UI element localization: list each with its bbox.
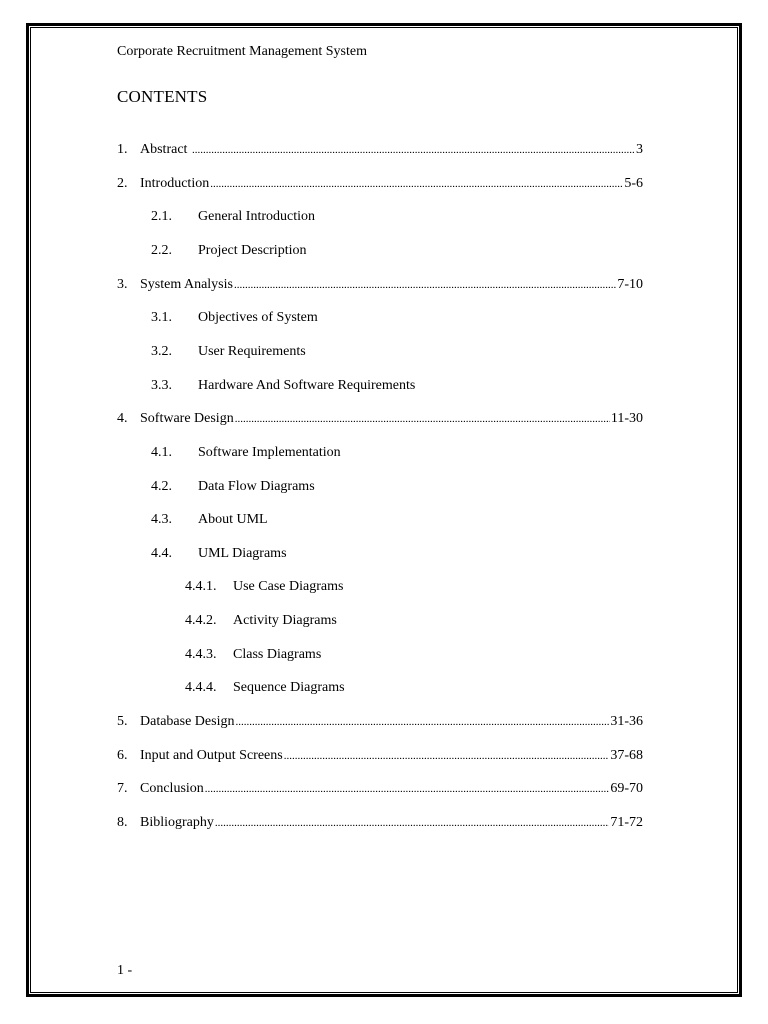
- toc-entry: [117, 747, 643, 765]
- toc-entry-title: Abstract: [140, 142, 191, 157]
- toc-entry-number: 4.3.: [151, 512, 172, 528]
- toc-entry-title: Software Implementation: [198, 444, 341, 460]
- toc-entry-number: 3.3.: [151, 377, 172, 393]
- toc-entry: [117, 141, 643, 159]
- toc-dot-leader: [192, 141, 635, 159]
- toc-entry-title: Introduction: [140, 175, 210, 191]
- toc-entry-number: 2.1.: [151, 209, 172, 225]
- toc-entry-title: Database Design: [140, 714, 235, 730]
- toc-entry: [185, 578, 343, 596]
- toc-entry-number: 8.: [117, 815, 128, 830]
- toc-dot-leader: [210, 175, 623, 193]
- toc-entry: [151, 478, 315, 496]
- toc-entry: [117, 175, 643, 193]
- toc-entry-number: 4.1.: [151, 444, 172, 460]
- toc-entry-number: 3.: [117, 276, 128, 292]
- toc-entry-number: 1.: [117, 142, 128, 157]
- toc-entry-number: 4.4.: [151, 545, 172, 561]
- toc-entry-number: 6.: [117, 747, 128, 763]
- toc-entry: [151, 444, 341, 462]
- toc-entry-number: 4.: [117, 411, 128, 427]
- toc-entry: [151, 545, 287, 563]
- toc-entry-number: 4.2.: [151, 478, 172, 494]
- toc-entry-number: 5.: [117, 714, 128, 730]
- toc-entry-title: About UML: [198, 512, 268, 528]
- toc-dot-leader: [235, 713, 609, 731]
- toc-entry-number: 4.4.1.: [185, 579, 217, 595]
- page-border: [26, 23, 742, 997]
- toc-entry: [117, 276, 643, 294]
- toc-entry-title: User Requirements: [198, 343, 306, 359]
- toc-entry: [185, 679, 345, 697]
- toc-entry-number: 3.2.: [151, 343, 172, 359]
- toc-entry-page: 7-10: [617, 276, 643, 292]
- toc-entry-title: Project Description: [198, 242, 307, 258]
- toc-entry-title: General Introduction: [198, 209, 316, 225]
- toc-entry-title: Software Design: [140, 411, 234, 427]
- toc-entry-number: 2.2.: [151, 242, 172, 258]
- toc-entry-page: 31-36: [610, 714, 643, 730]
- toc-entry-page: 69-70: [610, 781, 643, 797]
- toc-dot-leader: [205, 780, 610, 798]
- toc-entry-title: Activity Diagrams: [233, 613, 337, 629]
- toc-entry-page: 37-68: [610, 747, 643, 763]
- toc-entry: [117, 780, 643, 798]
- toc-entry-title: Objectives of System: [198, 310, 318, 326]
- toc-entry-page: 3: [636, 142, 643, 157]
- toc-entry: [185, 646, 321, 664]
- toc-entry: [151, 309, 318, 327]
- toc-entry-title: Data Flow Diagrams: [198, 478, 315, 494]
- toc-entry: [185, 612, 337, 630]
- toc-entry-page: 5-6: [624, 175, 643, 191]
- footer-page-number: 1 -: [117, 963, 133, 978]
- toc-entry-number: 7.: [117, 781, 128, 797]
- toc-dot-leader: [235, 410, 610, 428]
- running-head: Corporate Recruitment Management System: [117, 44, 367, 59]
- toc-entry-number: 4.4.4.: [185, 680, 217, 696]
- toc-entry-title: Conclusion: [140, 781, 204, 797]
- toc-entry-title: Input and Output Screens: [140, 747, 283, 763]
- toc-entry: [151, 343, 306, 361]
- contents-title: CONTENTS: [117, 87, 208, 106]
- toc-entry-page: 71-72: [610, 815, 643, 830]
- toc-entry-title: Class Diagrams: [233, 646, 322, 662]
- toc-entry: [117, 410, 643, 428]
- toc-entry: [117, 814, 643, 832]
- toc-entry: [151, 377, 415, 395]
- toc-entry: [151, 208, 315, 226]
- toc-entry-title: Bibliography: [140, 815, 214, 830]
- toc-entry: [117, 713, 643, 731]
- toc-entry: [151, 511, 268, 529]
- toc-entry: [151, 242, 306, 260]
- toc-entry-title: Hardware And Software Requirements: [198, 377, 416, 393]
- toc-dot-leader: [234, 276, 616, 294]
- toc-entry-number: 4.4.3.: [185, 646, 217, 662]
- toc-entry-number: 3.1.: [151, 310, 172, 326]
- toc-entry-number: 2.: [117, 175, 128, 191]
- toc-entry-title: Sequence Diagrams: [233, 680, 345, 696]
- toc-entry-number: 4.4.2.: [185, 613, 217, 629]
- toc-entry-title: System Analysis: [140, 276, 233, 292]
- toc-entry-title: Use Case Diagrams: [233, 579, 344, 595]
- toc-entry-title: UML Diagrams: [198, 545, 287, 561]
- toc-entry-page: 11-30: [610, 411, 643, 427]
- toc-dot-leader: [215, 814, 609, 832]
- toc-dot-leader: [284, 747, 610, 765]
